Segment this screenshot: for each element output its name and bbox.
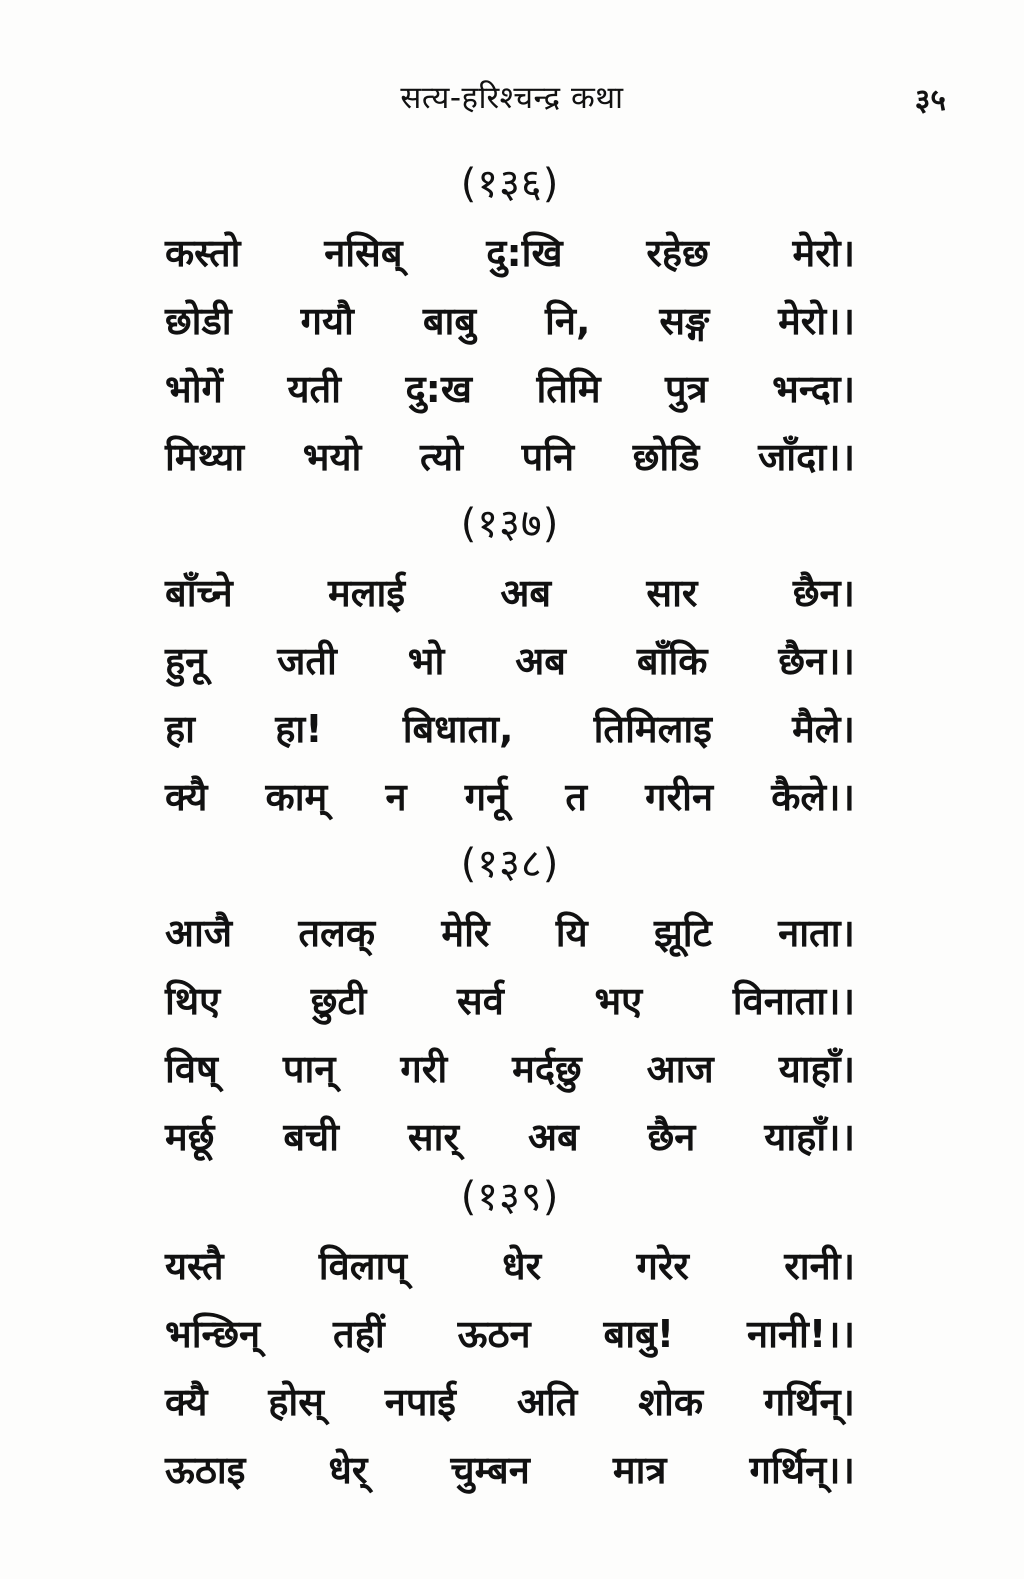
- verse-word: गरी: [400, 1047, 448, 1091]
- page-number: ३५: [914, 83, 946, 118]
- verse-word: नपाई: [384, 1380, 456, 1424]
- stanza-number: (१३९): [460, 1174, 560, 1220]
- verse-word: पुत्र: [665, 367, 708, 411]
- verse-word: झूटि: [654, 911, 712, 955]
- verse-word: हा: [165, 707, 196, 751]
- verse-word: मर्दछु: [512, 1047, 582, 1091]
- verse-word: यस्तै: [165, 1244, 224, 1288]
- verse-word: बाँकि: [636, 639, 708, 683]
- verse-word: नानी!।।: [746, 1312, 855, 1356]
- verse-word: अब: [515, 639, 566, 683]
- verse-line: [165, 763, 855, 831]
- verse-word: मिथ्या: [165, 435, 245, 479]
- verse-word: छैन।।: [778, 639, 855, 683]
- verse-word: मर्छू: [165, 1115, 215, 1159]
- verse-line: [165, 355, 855, 423]
- verse-word: भए: [594, 979, 643, 1023]
- verse-word: तलक्: [298, 911, 375, 955]
- verse-word: बची: [283, 1115, 339, 1159]
- verse-word: गयौ: [300, 299, 354, 343]
- verse-line: [165, 1368, 855, 1436]
- verse-word: भन्छिन्: [165, 1312, 261, 1356]
- verse-word: जती: [277, 639, 337, 683]
- verse-word: त: [565, 775, 588, 819]
- verse-line: [165, 423, 855, 491]
- verse-line: [165, 1035, 855, 1103]
- verse-word: बिधाता,: [402, 707, 514, 751]
- verse-word: मैले।: [792, 707, 855, 751]
- verse-word: आजै: [165, 911, 233, 955]
- verse-line: [165, 627, 855, 695]
- verse-word: गरेर: [636, 1244, 689, 1288]
- stanza: [165, 1168, 855, 1504]
- verse-word: छोडी: [165, 299, 232, 343]
- verse-word: अब: [527, 1115, 579, 1159]
- stanza: [165, 495, 855, 831]
- verse-word: मेरो।: [792, 231, 855, 275]
- verse-word: गर्नू: [464, 775, 508, 819]
- stanza: [165, 835, 855, 1171]
- verse-word: भो: [407, 639, 445, 683]
- verse-word: याहाँ।।: [764, 1115, 855, 1159]
- verse-word: धेर: [502, 1244, 542, 1288]
- verse-word: होस्: [268, 1380, 324, 1424]
- verse-word: यि: [555, 911, 588, 955]
- verse-line: [165, 559, 855, 627]
- verse-word: छोडि: [632, 435, 700, 479]
- verse-word: मात्र: [612, 1448, 667, 1492]
- verse-word: दु:ख: [405, 367, 472, 411]
- stanza-number: (१३७): [460, 501, 560, 547]
- verse-word: मेरि: [441, 911, 490, 955]
- verse-word: नसिब्: [324, 231, 403, 275]
- stanza-number: (१३८): [460, 841, 560, 887]
- verse-word: धेर्: [328, 1448, 368, 1492]
- verse-word: क्यै: [165, 775, 208, 819]
- verse-line: [165, 899, 855, 967]
- verse-word: नि,: [545, 299, 591, 343]
- verse-word: दु:खि: [486, 231, 563, 275]
- verse-word: सङ्ग: [659, 299, 710, 343]
- verse-word: हा!: [275, 707, 323, 751]
- verse-word: यती: [287, 367, 341, 411]
- verse-word: थिए: [165, 979, 221, 1023]
- stanza: [165, 155, 855, 491]
- verse-word: जाँदा।।: [758, 435, 855, 479]
- verse-word: तहीं: [333, 1312, 385, 1356]
- verse-word: पान्: [282, 1047, 336, 1091]
- verse-line: [165, 695, 855, 763]
- stanza-number: (१३६): [460, 161, 560, 207]
- verse-line: [165, 219, 855, 287]
- verse-word: मलाई: [328, 571, 406, 615]
- verse-word: शोक: [638, 1380, 704, 1424]
- verse-word: गर्थिन्।।: [749, 1448, 855, 1492]
- verse-line: [165, 287, 855, 355]
- verse-word: क्यै: [165, 1380, 208, 1424]
- verse-line: [165, 1232, 855, 1300]
- verse-word: तिमि: [536, 367, 601, 411]
- verse-word: ऊठन: [457, 1312, 531, 1356]
- verse-word: मेरो।।: [778, 299, 855, 343]
- verse-word: भोगें: [165, 367, 223, 411]
- verse-word: अति: [516, 1380, 578, 1424]
- verse-word: बाबु: [422, 299, 477, 343]
- verse-word: न: [385, 775, 407, 819]
- verse-word: रहेछ: [646, 231, 709, 275]
- verse-word: कस्तो: [165, 231, 241, 275]
- verse-word: चुम्बन: [450, 1448, 530, 1492]
- running-title: सत्य-हरिश्चन्द्र कथा: [400, 80, 624, 116]
- verse-word: छैन: [647, 1115, 696, 1159]
- verse-word: सार्: [407, 1115, 459, 1159]
- verse-word: रानी।: [784, 1244, 855, 1288]
- verse-word: भयो: [302, 435, 362, 479]
- verse-word: गर्थिन्।: [763, 1380, 855, 1424]
- verse-word: भन्दा।: [772, 367, 855, 411]
- verse-line: [165, 967, 855, 1035]
- verse-word: हुनू: [165, 639, 207, 683]
- verse-word: तिमिलाइ: [593, 707, 712, 751]
- verse-word: गरीन: [645, 775, 714, 819]
- verse-line: [165, 1436, 855, 1504]
- verse-word: विलाप्: [318, 1244, 407, 1288]
- verse-line: [165, 1300, 855, 1368]
- verse-word: कैले।।: [771, 775, 855, 819]
- verse-word: बाबु!: [603, 1312, 675, 1356]
- verse-word: काम्: [265, 775, 328, 819]
- verse-word: याहाँ।: [778, 1047, 855, 1091]
- verse-word: त्यो: [420, 435, 463, 479]
- verse-word: अब: [500, 571, 552, 615]
- verse-word: ऊठाइ: [165, 1448, 246, 1492]
- verse-word: सर्व: [457, 979, 504, 1023]
- verse-line: [165, 1103, 855, 1171]
- verse-word: छैन।: [792, 571, 855, 615]
- verse-word: छुटी: [310, 979, 367, 1023]
- verse-word: आज: [646, 1047, 714, 1091]
- verse-word: विष्: [165, 1047, 218, 1091]
- verse-word: विनाता।।: [732, 979, 855, 1023]
- verse-word: बाँच्ने: [165, 571, 233, 615]
- verse-word: सार: [646, 571, 698, 615]
- verse-word: नाता।: [778, 911, 855, 955]
- running-head: [0, 72, 1024, 122]
- verse-word: पनि: [521, 435, 575, 479]
